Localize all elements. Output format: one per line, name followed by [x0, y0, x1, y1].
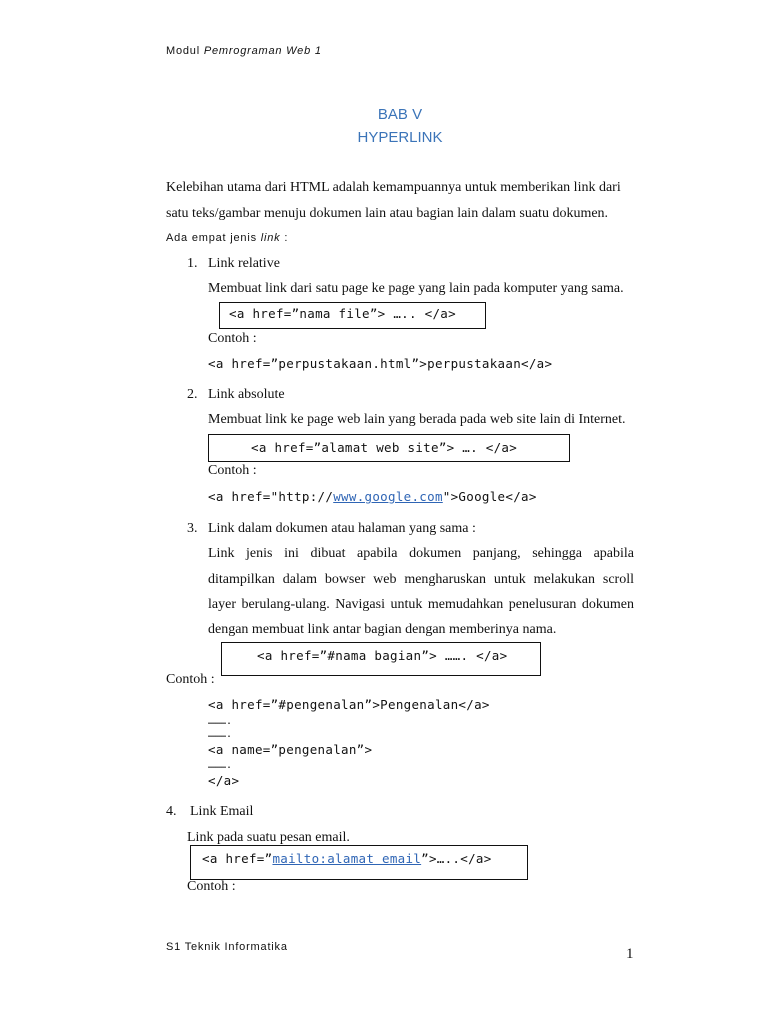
intro-types	[166, 232, 288, 244]
item-3-syntax: <a href=”#nama bagian”> ……. </a>	[257, 648, 508, 663]
running-header	[166, 45, 322, 57]
intro-line-2: satu teks/gambar menuju dokumen lain atau bagian lain dalam suatu dokumen.	[166, 206, 609, 221]
item-3-example-line-3: ……….	[208, 729, 233, 740]
item-3-example-line-2: ……….	[208, 716, 233, 727]
item-4-syntax-prefix: <a href=”	[202, 851, 273, 866]
chapter-number: BAB V	[377, 106, 423, 123]
item-4-description: Link pada suatu pesan email.	[187, 830, 350, 845]
item-3-title: Link dalam dokumen atau halaman yang sama :	[208, 521, 476, 536]
intro-types-prefix: Ada empat jenis	[166, 232, 261, 244]
item-4-syntax	[202, 851, 492, 866]
item-2-syntax: <a href=”alamat web site”> …. </a>	[251, 440, 518, 455]
item-3-example-label: Contoh :	[166, 672, 215, 687]
footer-program: S1 Teknik Informatika	[166, 941, 288, 953]
item-3-description-line-2: ditampilkan dalam bowser web mengharuskan untuk melakukan scroll	[208, 572, 634, 587]
page-number: 1	[626, 946, 634, 962]
item-1-example: <a href=”perpustakaan.html”>perpustakaan</a>	[208, 356, 553, 371]
item-1-syntax: <a href=”nama file”> ….. </a>	[229, 306, 456, 321]
item-2-description: Membuat link ke page web lain yang berada pada web site lain di Internet.	[208, 412, 626, 427]
item-3-description-line-1: Link jenis ini dibuat apabila dokumen panjang, sehingga apabila	[208, 546, 634, 561]
item-4-syntax-suffix: ”>…..</a>	[421, 851, 492, 866]
item-1-number: 1.	[187, 256, 198, 271]
item-3-example-line-4: <a name=”pengenalan”>	[208, 742, 373, 757]
item-1-example-label: Contoh :	[208, 331, 257, 346]
chapter-title: HYPERLINK	[357, 129, 443, 146]
item-3-number: 3.	[187, 521, 198, 536]
item-3-example-line-5: ……….	[208, 760, 233, 771]
item-2-title: Link absolute	[208, 387, 285, 402]
item-4-number: 4.	[166, 804, 177, 819]
item-3-description-line-4: dengan membuat link antar bagian dengan memberinya nama.	[208, 622, 557, 637]
item-2-example-prefix: <a href="http://	[208, 489, 334, 504]
item-2-example-suffix: ">Google</a>	[442, 489, 537, 504]
item-4-title: Link Email	[190, 804, 254, 819]
item-1-title: Link relative	[208, 256, 280, 271]
header-module-prefix: Modul	[166, 45, 204, 57]
item-3-example-line-1: <a href=”#pengenalan”>Pengenalan</a>	[208, 697, 490, 712]
item-3-description-line-3: layer berulang-ulang. Navigasi untuk memudahkan penelusuran dokumen	[208, 597, 634, 612]
item-2-example	[208, 489, 537, 504]
intro-types-suffix: :	[280, 232, 289, 244]
item-2-example-label: Contoh :	[208, 463, 257, 478]
item-2-number: 2.	[187, 387, 198, 402]
item-3-example-line-6: </a>	[208, 773, 240, 788]
header-module-italic: Pemrograman Web 1	[203, 45, 322, 57]
intro-line-1: Kelebihan utama dari HTML adalah kemampuannya untuk memberikan link dari	[166, 180, 621, 195]
item-1-description: Membuat link dari satu page ke page yang lain pada komputer yang sama.	[208, 281, 624, 296]
intro-types-italic: link	[260, 232, 281, 244]
google-link[interactable]: www.google.com	[333, 489, 443, 504]
item-4-example-label: Contoh :	[187, 879, 236, 894]
mailto-link[interactable]: mailto:alamat email	[272, 851, 422, 866]
